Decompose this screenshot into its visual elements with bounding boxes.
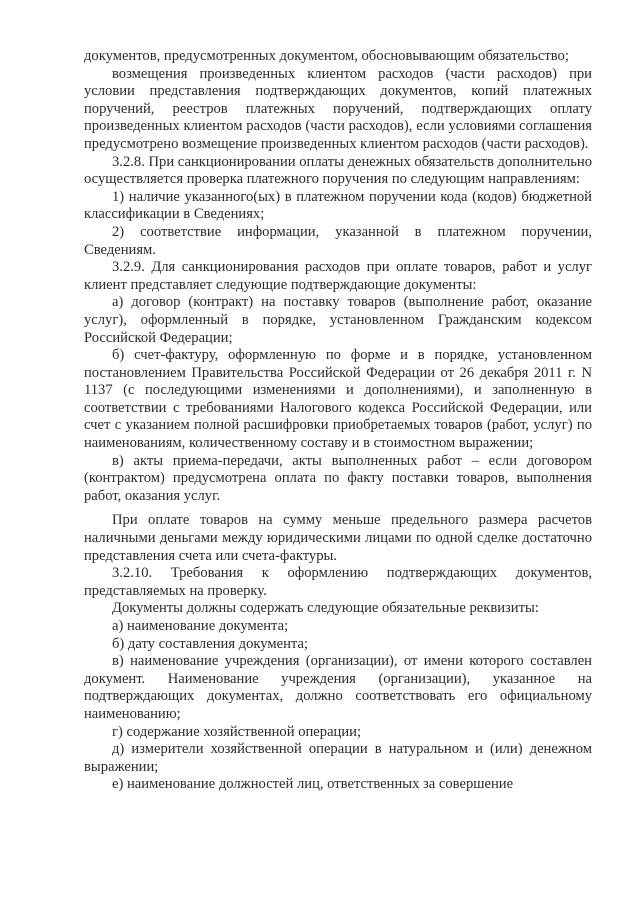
paragraph-4: 2) соответствие информации, указанной в платежном поручении, Сведениям. (84, 223, 592, 258)
paragraph-9: При оплате товаров на сумму меньше предельного размера расчетов наличными деньгами между юридическими лицами по одной сделке достаточно представления счета или счета-фактуры. (84, 512, 592, 564)
paragraph-16: д) измерители хозяйственной операции в натуральном и (или) денежном выражении; (84, 741, 592, 775)
paragraph-11: Документы должны содержать следующие обязательные реквизиты: (112, 600, 539, 617)
paragraph-5: 3.2.9. Для санкционирования расходов при оплате товаров, работ и услуг клиент представляет следующие подтверждающие документы: (84, 259, 592, 293)
document-page (84, 48, 592, 794)
paragraph-1: возмещения произведенных клиентом расходов (части расходов) при условии представления подтверждающих документов, копий платежных поручений, реестров платежных поручений, подтверждающих оплату произведенных клиентом расходов (части расходов), если условиями соглашения предусмотрено возмещение произведенных клиентом расходов (части расходов). (84, 65, 592, 152)
paragraph-6: а) договор (контракт) на поставку товаров (выполнение работ, оказание услуг), оформленный в порядке, установленном Гражданским кодексом Российской Федерации; (84, 294, 592, 346)
paragraph-0: документов, предусмотренных документом, обосновывающим обязательство; (84, 48, 569, 64)
paragraph-2: 3.2.8. При санкционировании оплаты денежных обязательств дополнительно осуществляется проверка платежного поручения по следующим направлениям: (84, 153, 592, 188)
paragraph-8: в) акты приема-передачи, акты выполненных работ – если договором (контрактом) предусмотрена оплата по факту поставки товаров, выполнения работ, оказания услуг. (84, 452, 592, 504)
paragraph-14: в) наименование учреждения (организации), от имени которого составлен документ. Наименование учреждения (организации), указанное на подтверждающих документах, должно соответствовать его официальному наименованию; (84, 653, 592, 722)
paragraph-3: 1) наличие указанного(ых) в платежном поручении кода (кодов) бюджетной классификации в Сведениях; (84, 188, 592, 223)
paragraph-15: г) содержание хозяйственной операции; (112, 723, 362, 740)
paragraph-17: е) наименование должностей лиц, ответственных за совершение (112, 776, 514, 793)
paragraph-13: б) дату составления документа; (112, 635, 308, 652)
paragraph-10: 3.2.10. Требования к оформлению подтверждающих документов, представляемых на проверку. (84, 565, 592, 599)
paragraph-7: б) счет-фактуру, оформленную по форме и в порядке, установленном постановлением Правительства Российской Федерации от 26 декабря 2011 г. N 1137 (с последующими изменениями и дополнениями), и заполненную в соответствии с требованиями Налогового кодекса Российской Федерации, или счет с указанием полной расшифровки приобретаемых товаров (работ, услуг) по наименованиям, количественному составу и в стоимостном выражении; (84, 347, 592, 452)
paragraph-12: а) наименование документа; (112, 618, 289, 634)
